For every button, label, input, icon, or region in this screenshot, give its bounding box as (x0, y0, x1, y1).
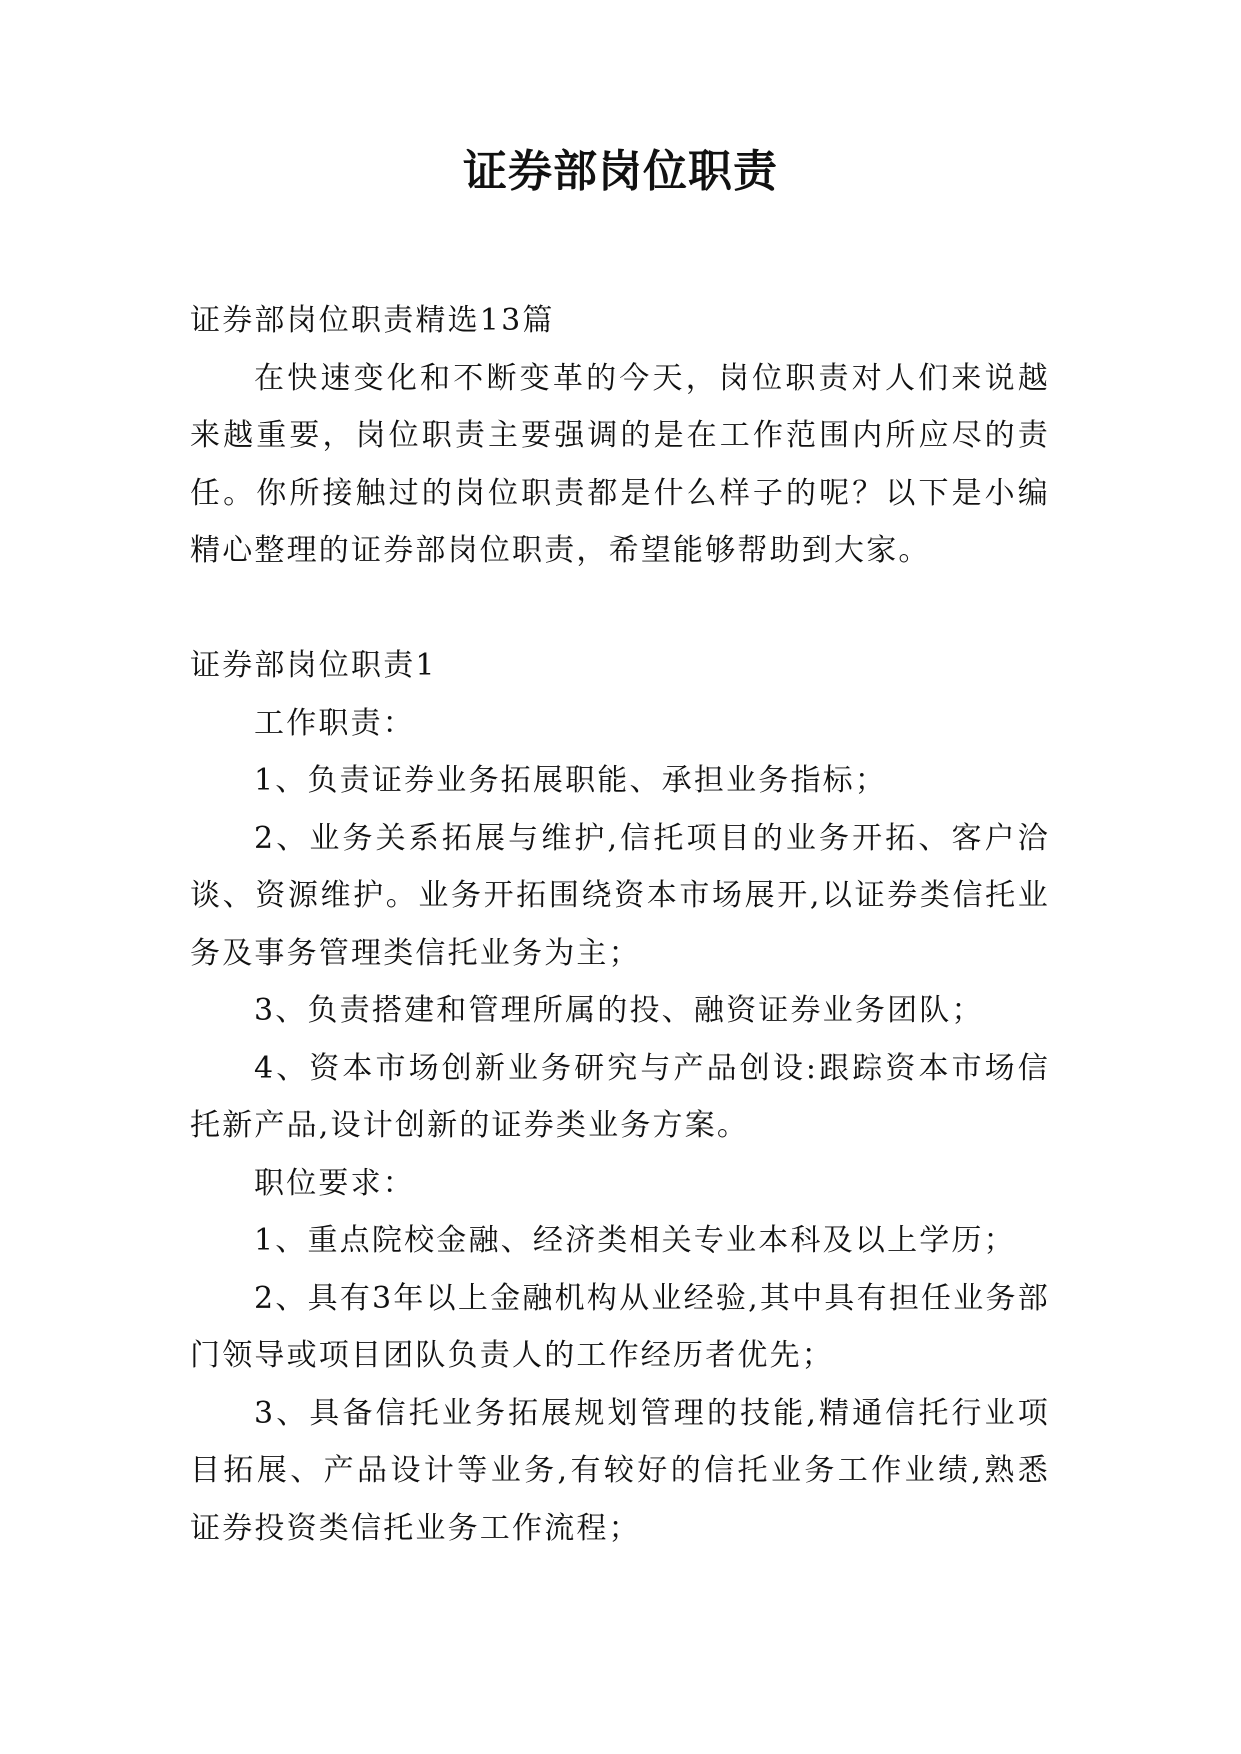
duty-item: 4、资本市场创新业务研究与产品创设:跟踪资本市场信托新产品,设计创新的证券类业务方案。 (190, 1050, 1050, 1143)
duty-item: 2、业务关系拓展与维护,信托项目的业务开拓、客户洽谈、资源维护。业务开拓围绕资本市场展开,以证券类信托业务及事务管理类信托业务为主； (190, 820, 1050, 971)
requirement-item: 1、重点院校金融、经济类相关专业本科及以上学历； (254, 1223, 1016, 1258)
document-subtitle: 证券部岗位职责精选13篇 (190, 303, 555, 338)
requirement-item: 2、具有3年以上金融机构从业经验,其中具有担任业务部门领导或项目团队负责人的工作经历者优先； (190, 1280, 1050, 1373)
duties-label: 工作职责： (254, 705, 415, 741)
document-body (190, 292, 1050, 1557)
duty-item: 3、负责搭建和管理所属的投、融资证券业务团队； (254, 993, 984, 1028)
requirements-label: 职位要求： (254, 1165, 415, 1201)
paragraph-gap (190, 580, 1050, 638)
duty-item: 1、负责证券业务拓展职能、承担业务指标； (254, 763, 888, 798)
requirement-item: 3、具备信托业务拓展规划管理的技能,精通信托行业项目拓展、产品设计等业务,有较好的信托业务工作业绩,熟悉证券投资类信托业务工作流程； (190, 1395, 1050, 1546)
document-title: 证券部岗位职责 (463, 146, 778, 197)
intro-paragraph: 在快速变化和不断变革的今天，岗位职责对人们来说越来越重要，岗位职责主要强调的是在工作范围内所应尽的责任。你所接触过的岗位职责都是什么样子的呢？以下是小编精心整理的证券部岗位职责，希望能够帮助到大家。 (190, 360, 1050, 568)
section-heading: 证券部岗位职责1 (190, 648, 437, 683)
